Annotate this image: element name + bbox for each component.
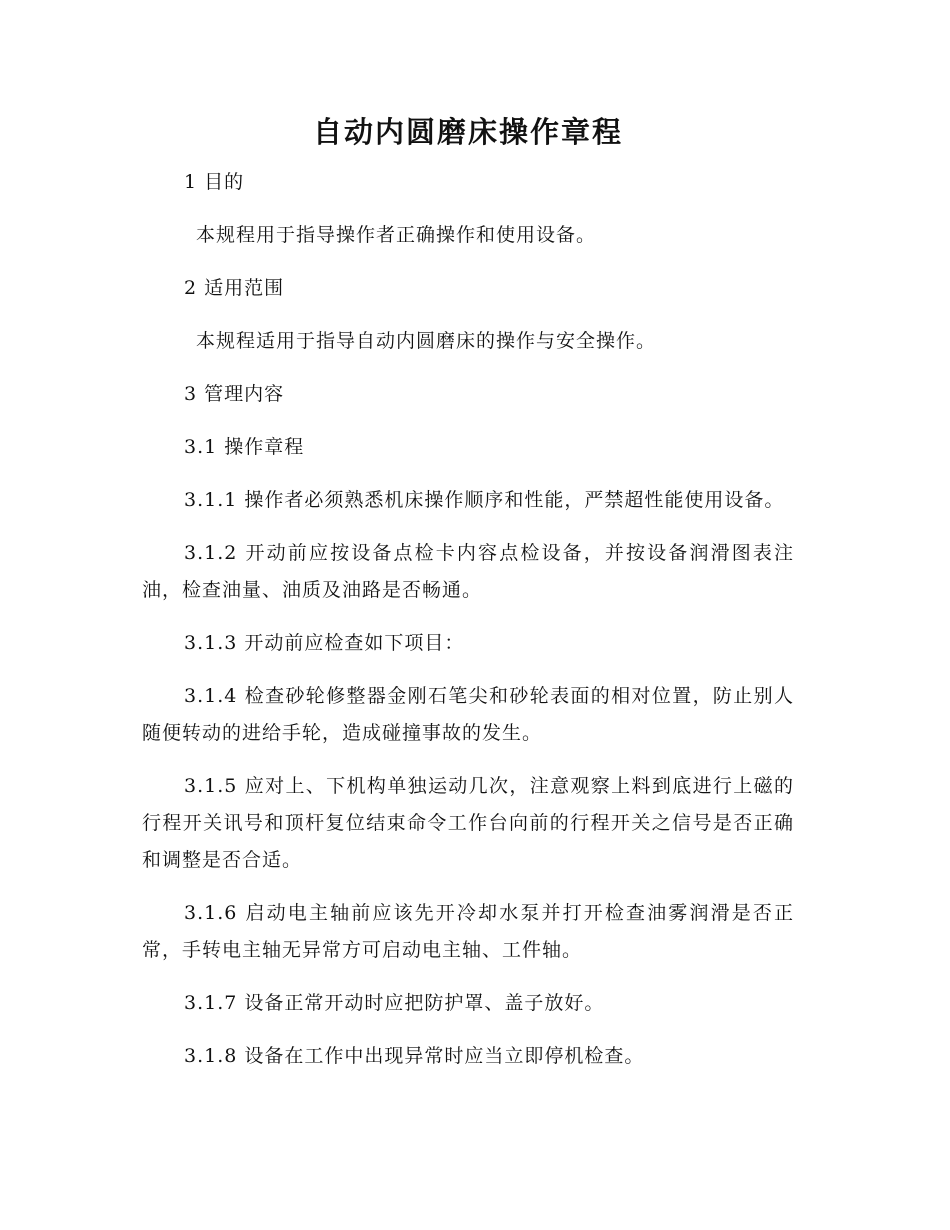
subsection-heading-operation: 3.1 操作章程 [184, 436, 305, 458]
clause-3-1-5: 3.1.5 应对上、下机构单独运动几次，注意观察上料到底进行上磁的行程开关讯号和顶杆复位结束命令工作台向前的行程开关之信号是否正确和调整是否合适。 [142, 775, 794, 871]
clause-3-1-8: 3.1.8 设备在工作中出现异常时应当立即停机检查。 [184, 1045, 645, 1067]
paragraph-scope: 本规程适用于指导自动内圆磨床的操作与安全操作。 [196, 330, 657, 352]
clause-3-1-4: 3.1.4 检查砂轮修整器金刚石笔尖和砂轮表面的相对位置，防止别人随便转动的进给手轮，造成碰撞事故的发生。 [142, 685, 794, 744]
clause-3-1-7: 3.1.7 设备正常开动时应把防护罩、盖子放好。 [184, 992, 605, 1014]
section-heading-scope: 2 适用范围 [184, 277, 285, 299]
section-heading-purpose: 1 目的 [184, 171, 245, 193]
clause-3-1-2: 3.1.2 开动前应按设备点检卡内容点检设备，并按设备润滑图表注油，检查油量、油质及油路是否畅通。 [142, 542, 794, 601]
section-heading-management: 3 管理内容 [184, 383, 285, 405]
paragraph-purpose: 本规程用于指导操作者正确操作和使用设备。 [196, 224, 597, 246]
clause-3-1-1: 3.1.1 操作者必须熟悉机床操作顺序和性能，严禁超性能使用设备。 [184, 489, 785, 511]
document-body [142, 112, 794, 1091]
clause-3-1-6: 3.1.6 启动电主轴前应该先开冷却水泵并打开检查油雾润滑是否正常，手转电主轴无异常方可启动电主轴、工件轴。 [142, 902, 794, 961]
clause-3-1-3: 3.1.3 开动前应检查如下项目： [184, 632, 465, 654]
document-title: 自动内圆磨床操作章程 [312, 115, 623, 149]
